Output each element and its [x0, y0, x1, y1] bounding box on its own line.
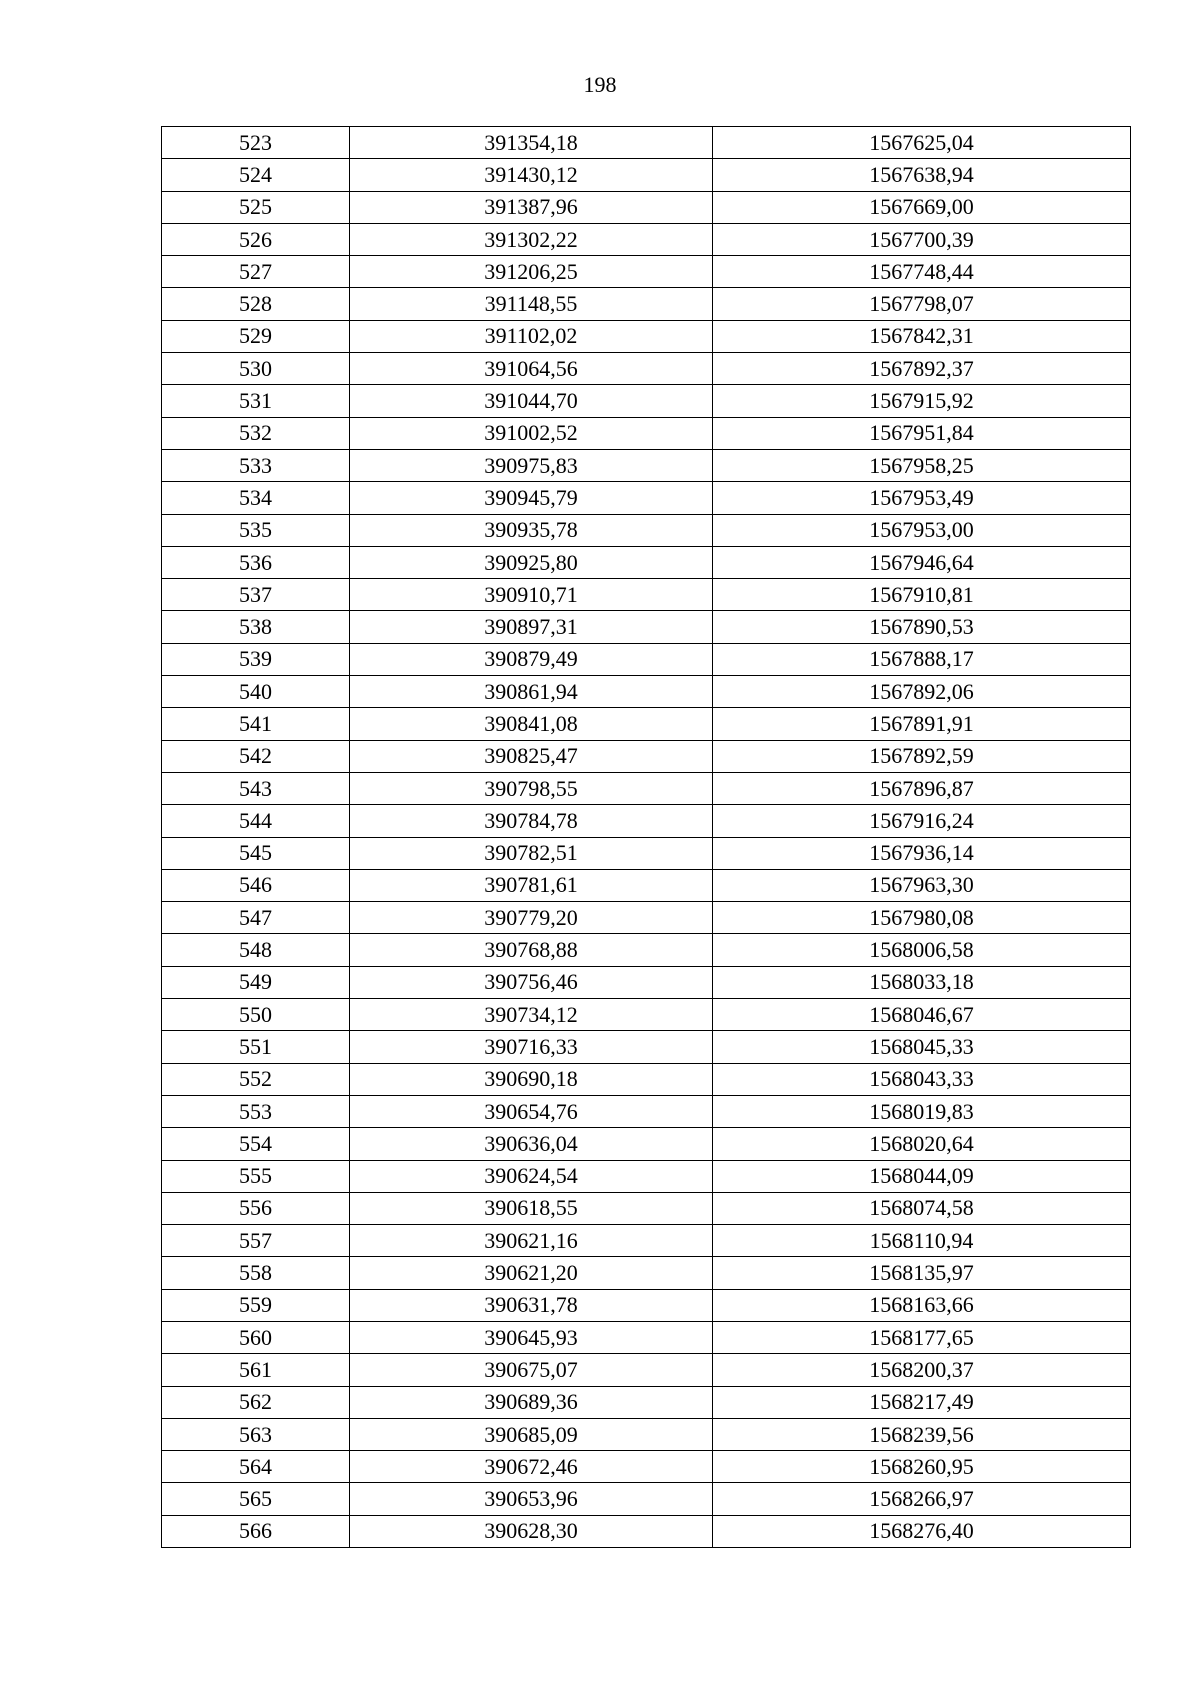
- point-number-cell: 566: [162, 1515, 350, 1547]
- y-coordinate-cell: 1568020,64: [713, 1128, 1131, 1160]
- point-number-cell: 565: [162, 1483, 350, 1515]
- table-row: [162, 643, 1131, 675]
- table-row: [162, 1095, 1131, 1127]
- x-coordinate-cell: 391206,25: [350, 256, 713, 288]
- point-number-cell: 547: [162, 902, 350, 934]
- y-coordinate-cell: 1567936,14: [713, 837, 1131, 869]
- x-coordinate-cell: 391002,52: [350, 417, 713, 449]
- point-number-cell: 540: [162, 676, 350, 708]
- y-coordinate-cell: 1567798,07: [713, 288, 1131, 320]
- table-row: [162, 353, 1131, 385]
- x-coordinate-cell: 390618,55: [350, 1192, 713, 1224]
- point-number-cell: 557: [162, 1225, 350, 1257]
- x-coordinate-cell: 390689,36: [350, 1386, 713, 1418]
- point-number-cell: 528: [162, 288, 350, 320]
- table-row: [162, 966, 1131, 998]
- y-coordinate-cell: 1568276,40: [713, 1515, 1131, 1547]
- table-row: [162, 902, 1131, 934]
- x-coordinate-cell: 390779,20: [350, 902, 713, 934]
- table-row: [162, 449, 1131, 481]
- table-row: [162, 223, 1131, 255]
- point-number-cell: 553: [162, 1095, 350, 1127]
- table-row: [162, 320, 1131, 352]
- table-row: [162, 1160, 1131, 1192]
- table-row: [162, 611, 1131, 643]
- y-coordinate-cell: 1567910,81: [713, 579, 1131, 611]
- x-coordinate-cell: 390624,54: [350, 1160, 713, 1192]
- y-coordinate-cell: 1567958,25: [713, 449, 1131, 481]
- table-row: [162, 1321, 1131, 1353]
- x-coordinate-cell: 391387,96: [350, 191, 713, 223]
- table-row: [162, 546, 1131, 578]
- y-coordinate-cell: 1567842,31: [713, 320, 1131, 352]
- table-row: [162, 708, 1131, 740]
- point-number-cell: 532: [162, 417, 350, 449]
- point-number-cell: 554: [162, 1128, 350, 1160]
- x-coordinate-cell: 391102,02: [350, 320, 713, 352]
- table-row: [162, 1515, 1131, 1547]
- table-row: [162, 1483, 1131, 1515]
- point-number-cell: 533: [162, 449, 350, 481]
- table-row: [162, 1289, 1131, 1321]
- point-number-cell: 552: [162, 1063, 350, 1095]
- x-coordinate-cell: 390621,16: [350, 1225, 713, 1257]
- y-coordinate-cell: 1567916,24: [713, 805, 1131, 837]
- x-coordinate-cell: 390925,80: [350, 546, 713, 578]
- point-number-cell: 523: [162, 127, 350, 159]
- point-number-cell: 558: [162, 1257, 350, 1289]
- x-coordinate-cell: 391354,18: [350, 127, 713, 159]
- x-coordinate-cell: 390636,04: [350, 1128, 713, 1160]
- y-coordinate-cell: 1568177,65: [713, 1321, 1131, 1353]
- table-row: [162, 740, 1131, 772]
- point-number-cell: 539: [162, 643, 350, 675]
- point-number-cell: 550: [162, 999, 350, 1031]
- table-row: [162, 999, 1131, 1031]
- table-row: [162, 1386, 1131, 1418]
- table-row: [162, 1257, 1131, 1289]
- point-number-cell: 561: [162, 1354, 350, 1386]
- point-number-cell: 527: [162, 256, 350, 288]
- x-coordinate-cell: 390654,76: [350, 1095, 713, 1127]
- point-number-cell: 556: [162, 1192, 350, 1224]
- y-coordinate-cell: 1568217,49: [713, 1386, 1131, 1418]
- table-row: [162, 159, 1131, 191]
- x-coordinate-cell: 390690,18: [350, 1063, 713, 1095]
- table-row: [162, 482, 1131, 514]
- point-number-cell: 537: [162, 579, 350, 611]
- x-coordinate-cell: 390784,78: [350, 805, 713, 837]
- table-row: [162, 1128, 1131, 1160]
- x-coordinate-cell: 390945,79: [350, 482, 713, 514]
- x-coordinate-cell: 390782,51: [350, 837, 713, 869]
- point-number-cell: 531: [162, 385, 350, 417]
- point-number-cell: 536: [162, 546, 350, 578]
- x-coordinate-cell: 390621,20: [350, 1257, 713, 1289]
- point-number-cell: 564: [162, 1451, 350, 1483]
- y-coordinate-cell: 1567963,30: [713, 869, 1131, 901]
- point-number-cell: 530: [162, 353, 350, 385]
- table-row: [162, 837, 1131, 869]
- point-number-cell: 543: [162, 772, 350, 804]
- y-coordinate-cell: 1568033,18: [713, 966, 1131, 998]
- x-coordinate-cell: 390756,46: [350, 966, 713, 998]
- y-coordinate-cell: 1568045,33: [713, 1031, 1131, 1063]
- x-coordinate-cell: 390935,78: [350, 514, 713, 546]
- table-row: [162, 1192, 1131, 1224]
- y-coordinate-cell: 1568163,66: [713, 1289, 1131, 1321]
- y-coordinate-cell: 1567915,92: [713, 385, 1131, 417]
- point-number-cell: 526: [162, 223, 350, 255]
- y-coordinate-cell: 1567748,44: [713, 256, 1131, 288]
- y-coordinate-cell: 1568200,37: [713, 1354, 1131, 1386]
- table-row: [162, 1225, 1131, 1257]
- y-coordinate-cell: 1567891,91: [713, 708, 1131, 740]
- y-coordinate-cell: 1567892,37: [713, 353, 1131, 385]
- y-coordinate-cell: 1568043,33: [713, 1063, 1131, 1095]
- table-row: [162, 805, 1131, 837]
- point-number-cell: 524: [162, 159, 350, 191]
- y-coordinate-cell: 1568006,58: [713, 934, 1131, 966]
- point-number-cell: 555: [162, 1160, 350, 1192]
- table-row: [162, 869, 1131, 901]
- y-coordinate-cell: 1568074,58: [713, 1192, 1131, 1224]
- point-number-cell: 559: [162, 1289, 350, 1321]
- x-coordinate-cell: 390825,47: [350, 740, 713, 772]
- x-coordinate-cell: 390768,88: [350, 934, 713, 966]
- x-coordinate-cell: 390861,94: [350, 676, 713, 708]
- x-coordinate-cell: 390716,33: [350, 1031, 713, 1063]
- x-coordinate-cell: 390631,78: [350, 1289, 713, 1321]
- y-coordinate-cell: 1567625,04: [713, 127, 1131, 159]
- table-row: [162, 1031, 1131, 1063]
- point-number-cell: 544: [162, 805, 350, 837]
- table-row: [162, 579, 1131, 611]
- y-coordinate-cell: 1568135,97: [713, 1257, 1131, 1289]
- y-coordinate-cell: 1567669,00: [713, 191, 1131, 223]
- x-coordinate-cell: 391148,55: [350, 288, 713, 320]
- table-row: [162, 772, 1131, 804]
- x-coordinate-cell: 390910,71: [350, 579, 713, 611]
- table-body: [162, 127, 1131, 1548]
- table-row: [162, 514, 1131, 546]
- coordinates-table: [161, 126, 1131, 1548]
- y-coordinate-cell: 1567980,08: [713, 902, 1131, 934]
- y-coordinate-cell: 1567951,84: [713, 417, 1131, 449]
- y-coordinate-cell: 1567953,00: [713, 514, 1131, 546]
- y-coordinate-cell: 1567892,59: [713, 740, 1131, 772]
- table-row: [162, 1354, 1131, 1386]
- x-coordinate-cell: 390675,07: [350, 1354, 713, 1386]
- y-coordinate-cell: 1567888,17: [713, 643, 1131, 675]
- table-row: [162, 676, 1131, 708]
- table-row: [162, 417, 1131, 449]
- y-coordinate-cell: 1568266,97: [713, 1483, 1131, 1515]
- x-coordinate-cell: 390645,93: [350, 1321, 713, 1353]
- point-number-cell: 535: [162, 514, 350, 546]
- x-coordinate-cell: 390841,08: [350, 708, 713, 740]
- point-number-cell: 562: [162, 1386, 350, 1418]
- x-coordinate-cell: 391044,70: [350, 385, 713, 417]
- point-number-cell: 534: [162, 482, 350, 514]
- table-row: [162, 934, 1131, 966]
- point-number-cell: 545: [162, 837, 350, 869]
- x-coordinate-cell: 390628,30: [350, 1515, 713, 1547]
- table-row: [162, 1063, 1131, 1095]
- point-number-cell: 542: [162, 740, 350, 772]
- table-row: [162, 1418, 1131, 1450]
- y-coordinate-cell: 1567890,53: [713, 611, 1131, 643]
- point-number-cell: 529: [162, 320, 350, 352]
- point-number-cell: 560: [162, 1321, 350, 1353]
- x-coordinate-cell: 390672,46: [350, 1451, 713, 1483]
- x-coordinate-cell: 390798,55: [350, 772, 713, 804]
- x-coordinate-cell: 390897,31: [350, 611, 713, 643]
- table-row: [162, 127, 1131, 159]
- point-number-cell: 525: [162, 191, 350, 223]
- point-number-cell: 551: [162, 1031, 350, 1063]
- page-number: 198: [583, 72, 617, 97]
- y-coordinate-cell: 1567953,49: [713, 482, 1131, 514]
- x-coordinate-cell: 391064,56: [350, 353, 713, 385]
- table-row: [162, 191, 1131, 223]
- y-coordinate-cell: 1568260,95: [713, 1451, 1131, 1483]
- table-row: [162, 1451, 1131, 1483]
- point-number-cell: 541: [162, 708, 350, 740]
- y-coordinate-cell: 1567946,64: [713, 546, 1131, 578]
- x-coordinate-cell: 391430,12: [350, 159, 713, 191]
- y-coordinate-cell: 1567896,87: [713, 772, 1131, 804]
- point-number-cell: 563: [162, 1418, 350, 1450]
- x-coordinate-cell: 390653,96: [350, 1483, 713, 1515]
- y-coordinate-cell: 1568239,56: [713, 1418, 1131, 1450]
- y-coordinate-cell: 1567638,94: [713, 159, 1131, 191]
- point-number-cell: 538: [162, 611, 350, 643]
- x-coordinate-cell: 390685,09: [350, 1418, 713, 1450]
- x-coordinate-cell: 390781,61: [350, 869, 713, 901]
- x-coordinate-cell: 390975,83: [350, 449, 713, 481]
- x-coordinate-cell: 390734,12: [350, 999, 713, 1031]
- y-coordinate-cell: 1568044,09: [713, 1160, 1131, 1192]
- y-coordinate-cell: 1567700,39: [713, 223, 1131, 255]
- table-row: [162, 288, 1131, 320]
- y-coordinate-cell: 1567892,06: [713, 676, 1131, 708]
- y-coordinate-cell: 1568046,67: [713, 999, 1131, 1031]
- x-coordinate-cell: 391302,22: [350, 223, 713, 255]
- y-coordinate-cell: 1568019,83: [713, 1095, 1131, 1127]
- y-coordinate-cell: 1568110,94: [713, 1225, 1131, 1257]
- table-row: [162, 385, 1131, 417]
- table-row: [162, 256, 1131, 288]
- x-coordinate-cell: 390879,49: [350, 643, 713, 675]
- point-number-cell: 549: [162, 966, 350, 998]
- point-number-cell: 548: [162, 934, 350, 966]
- point-number-cell: 546: [162, 869, 350, 901]
